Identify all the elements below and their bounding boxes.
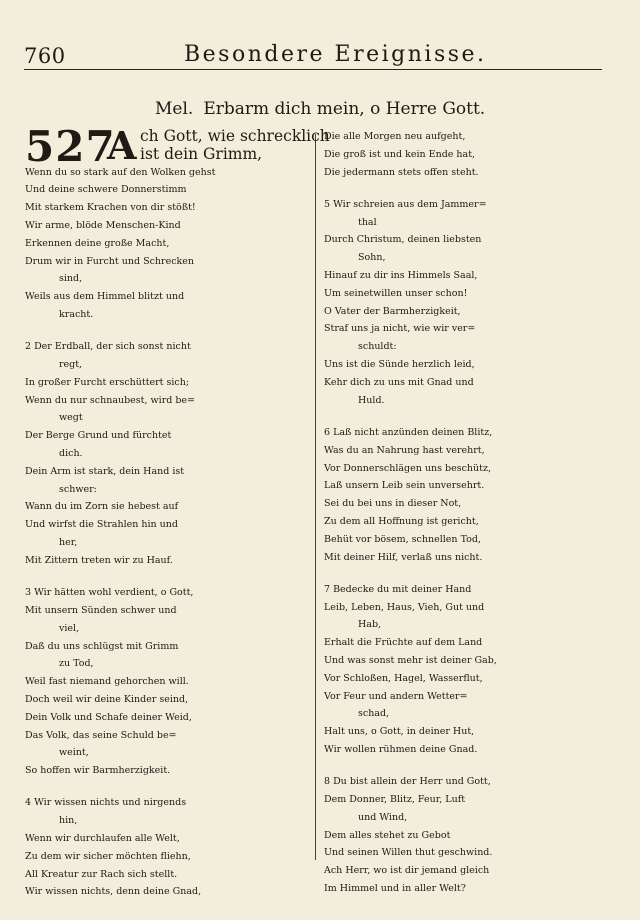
verse-line: Im Himmel und in aller Welt? bbox=[324, 883, 466, 895]
verse-line: her, bbox=[59, 537, 78, 549]
hymn-opening bbox=[25, 122, 330, 171]
verse-line: Und wirfst die Strahlen hin und bbox=[25, 519, 178, 531]
verse-line: Die alle Morgen neu aufgeht, bbox=[324, 131, 466, 142]
drop-cap: A bbox=[107, 123, 137, 168]
verse-line: dich. bbox=[59, 448, 83, 460]
verse-line: Das Volk, das seine Schuld be= bbox=[25, 729, 177, 741]
verse-line: Mit unsern Sünden schwer und bbox=[25, 604, 177, 616]
verse-line: Behüt vor bösem, schnellen Tod, bbox=[324, 533, 481, 545]
verse-line: Drum wir in Furcht und Schrecken bbox=[25, 255, 195, 267]
verse-line: 8 Du bist allein der Herr und Gott, bbox=[324, 776, 491, 788]
verse-line: hin, bbox=[59, 815, 78, 827]
verse-line: Sohn, bbox=[358, 252, 386, 264]
verse-line: Sei du bei uns in dieser Not, bbox=[324, 498, 462, 510]
verse-line: Mit Zittern treten wir zu Hauf. bbox=[25, 554, 173, 566]
verse-line: Und seinen Willen thut geschwind. bbox=[324, 847, 493, 859]
verse-line: Hab, bbox=[358, 619, 382, 631]
verse-line: kracht. bbox=[59, 308, 94, 320]
verse-line: Leib, Leben, Haus, Vieh, Gut und bbox=[324, 601, 485, 613]
verse-line: Wenn du nur schnaubest, wird be= bbox=[25, 394, 196, 406]
verse-line: regt, bbox=[59, 359, 83, 371]
verse-line: 6 Laß nicht anzünden deinen Blitz, bbox=[324, 426, 493, 438]
stanza-5 bbox=[324, 196, 605, 410]
verse-line: Dem alles stehet zu Gebot bbox=[324, 829, 451, 841]
melody-title: Erbarm dich mein, o Herre Gott. bbox=[203, 99, 486, 119]
verse-line: weint, bbox=[59, 747, 89, 759]
verse-line: Wenn du so stark auf den Wolken gehst bbox=[25, 166, 216, 178]
verse-line: 2 Der Erdball, der sich sonst nicht bbox=[25, 341, 191, 353]
verse-line: Wir wissen nichts, denn deine Gnad, bbox=[25, 886, 202, 898]
verse-line: schwer: bbox=[59, 483, 97, 495]
stanza-4-continued bbox=[324, 128, 605, 181]
left-column bbox=[25, 122, 330, 901]
verse-line: Zu dem wir sicher möchten fliehn, bbox=[25, 850, 191, 862]
verse-line: schad, bbox=[358, 708, 390, 720]
verse-line: Zu dem all Hoffnung ist gericht, bbox=[324, 515, 479, 527]
verse-line: Kehr dich zu uns mit Gnad und bbox=[324, 376, 474, 388]
verse-line: Erhalt die Früchte auf dem Land bbox=[324, 637, 483, 649]
verse-line: Erkennen deine große Macht, bbox=[25, 237, 170, 249]
verse-line: Die groß ist und kein Ende hat, bbox=[324, 148, 476, 160]
verse-line: O Vater der Barmherzigkeit, bbox=[324, 305, 461, 317]
page-header bbox=[24, 40, 602, 72]
verse-line: 4 Wir wissen nichts und nirgends bbox=[25, 797, 187, 809]
page-number: 760 bbox=[24, 44, 66, 68]
verse-line: 5 Wir schreien aus dem Jammer= bbox=[324, 198, 487, 210]
verse-line: sind, bbox=[59, 273, 83, 285]
verse-line: Mit starkem Krachen von dir stößt! bbox=[25, 202, 196, 214]
header-rule bbox=[24, 69, 602, 70]
verse-line: Ach Herr, wo ist dir jemand gleich bbox=[324, 865, 490, 877]
verse-line: Der Berge Grund und fürchtet bbox=[25, 430, 172, 442]
verse-line: viel, bbox=[59, 622, 80, 634]
verse-line: Doch weil wir deine Kinder seind, bbox=[25, 693, 189, 705]
verse-line: Hinauf zu dir ins Himmels Saal, bbox=[324, 270, 478, 282]
verse-line: Wir wollen rühmen deine Gnad. bbox=[324, 744, 478, 755]
verse-line: Weil fast niemand gehorchen will. bbox=[25, 676, 189, 688]
stanza-8 bbox=[324, 773, 605, 898]
verse-line: schuldt: bbox=[358, 341, 397, 353]
verse-line: In großer Furcht erschüttert sich; bbox=[25, 376, 190, 388]
verse-line: Und deine schwere Donnerstimm bbox=[25, 184, 187, 196]
verse-line: Wir arme, blöde Menschen-Kind bbox=[25, 219, 181, 231]
stanza-1 bbox=[25, 164, 307, 324]
verse-line: Um seinetwillen unser schon! bbox=[324, 287, 468, 299]
melody-line bbox=[155, 99, 485, 119]
column-divider bbox=[315, 134, 316, 860]
verse-line: Straf uns ja nicht, wie wir ver= bbox=[324, 323, 476, 335]
verse-line: und Wind, bbox=[358, 811, 408, 823]
verse-line: 3 Wir hätten wohl verdient, o Gott, bbox=[25, 587, 194, 599]
verse-line: Vor Donnerschlägen uns beschütz, bbox=[324, 462, 491, 474]
verse-line: Weils aus dem Himmel blitzt und bbox=[25, 291, 185, 303]
stanza-2 bbox=[25, 338, 307, 569]
verse-line: ch Gott, wie schrecklich bbox=[140, 127, 330, 145]
verse-line: Durch Christum, deinen liebsten bbox=[324, 234, 482, 246]
stanza-4 bbox=[25, 794, 307, 901]
verse-line: Huld. bbox=[358, 394, 385, 406]
verse-line: Uns ist die Sünde herzlich leid, bbox=[324, 359, 475, 371]
verse-line: All Kreatur zur Rach sich stellt. bbox=[25, 868, 178, 880]
verse-line: Halt uns, o Gott, in deiner Hut, bbox=[324, 726, 475, 738]
verse-line: ist dein Grimm, bbox=[140, 144, 263, 163]
verse-line: 7 Bedecke du mit deiner Hand bbox=[324, 583, 472, 595]
verse-line: Die jedermann stets offen steht. bbox=[324, 166, 479, 178]
verse-line: Daß du uns schlügst mit Grimm bbox=[25, 640, 179, 652]
right-column bbox=[324, 128, 605, 898]
verse-line: So hoffen wir Barmherzigkeit. bbox=[25, 765, 171, 777]
verse-line: Laß unsern Leib sein unversehrt. bbox=[324, 480, 485, 492]
verse-line: wegt bbox=[59, 412, 83, 424]
verse-line: Mit deiner Hilf, verlaß uns nicht. bbox=[324, 551, 483, 563]
melody-label: Mel. bbox=[155, 99, 194, 119]
verse-line: Und was sonst mehr ist deiner Gab, bbox=[324, 655, 497, 667]
hymn-number: 527 bbox=[25, 122, 116, 171]
stanza-7 bbox=[324, 581, 605, 759]
verse-line: Wenn wir durchlaufen alle Welt, bbox=[25, 832, 180, 844]
verse-line: zu Tod, bbox=[59, 658, 94, 670]
verse-line: Dein Volk und Schafe deiner Weid, bbox=[25, 711, 192, 723]
verse-line: Dem Donner, Blitz, Feur, Luft bbox=[324, 794, 466, 806]
verse-line: Vor Feur und andern Wetter= bbox=[324, 690, 468, 702]
verse-line: Dein Arm ist stark, dein Hand ist bbox=[25, 465, 185, 477]
verse-line: Wann du im Zorn sie hebest auf bbox=[25, 501, 179, 513]
verse-line: Vor Schloßen, Hagel, Wasserflut, bbox=[324, 672, 483, 684]
stanza-3 bbox=[25, 584, 307, 780]
verse-line: thal bbox=[358, 216, 377, 228]
stanza-6 bbox=[324, 424, 605, 566]
verse-line: Was du an Nahrung hast verehrt, bbox=[324, 444, 485, 456]
running-title: Besondere Ereignisse. bbox=[184, 42, 487, 67]
